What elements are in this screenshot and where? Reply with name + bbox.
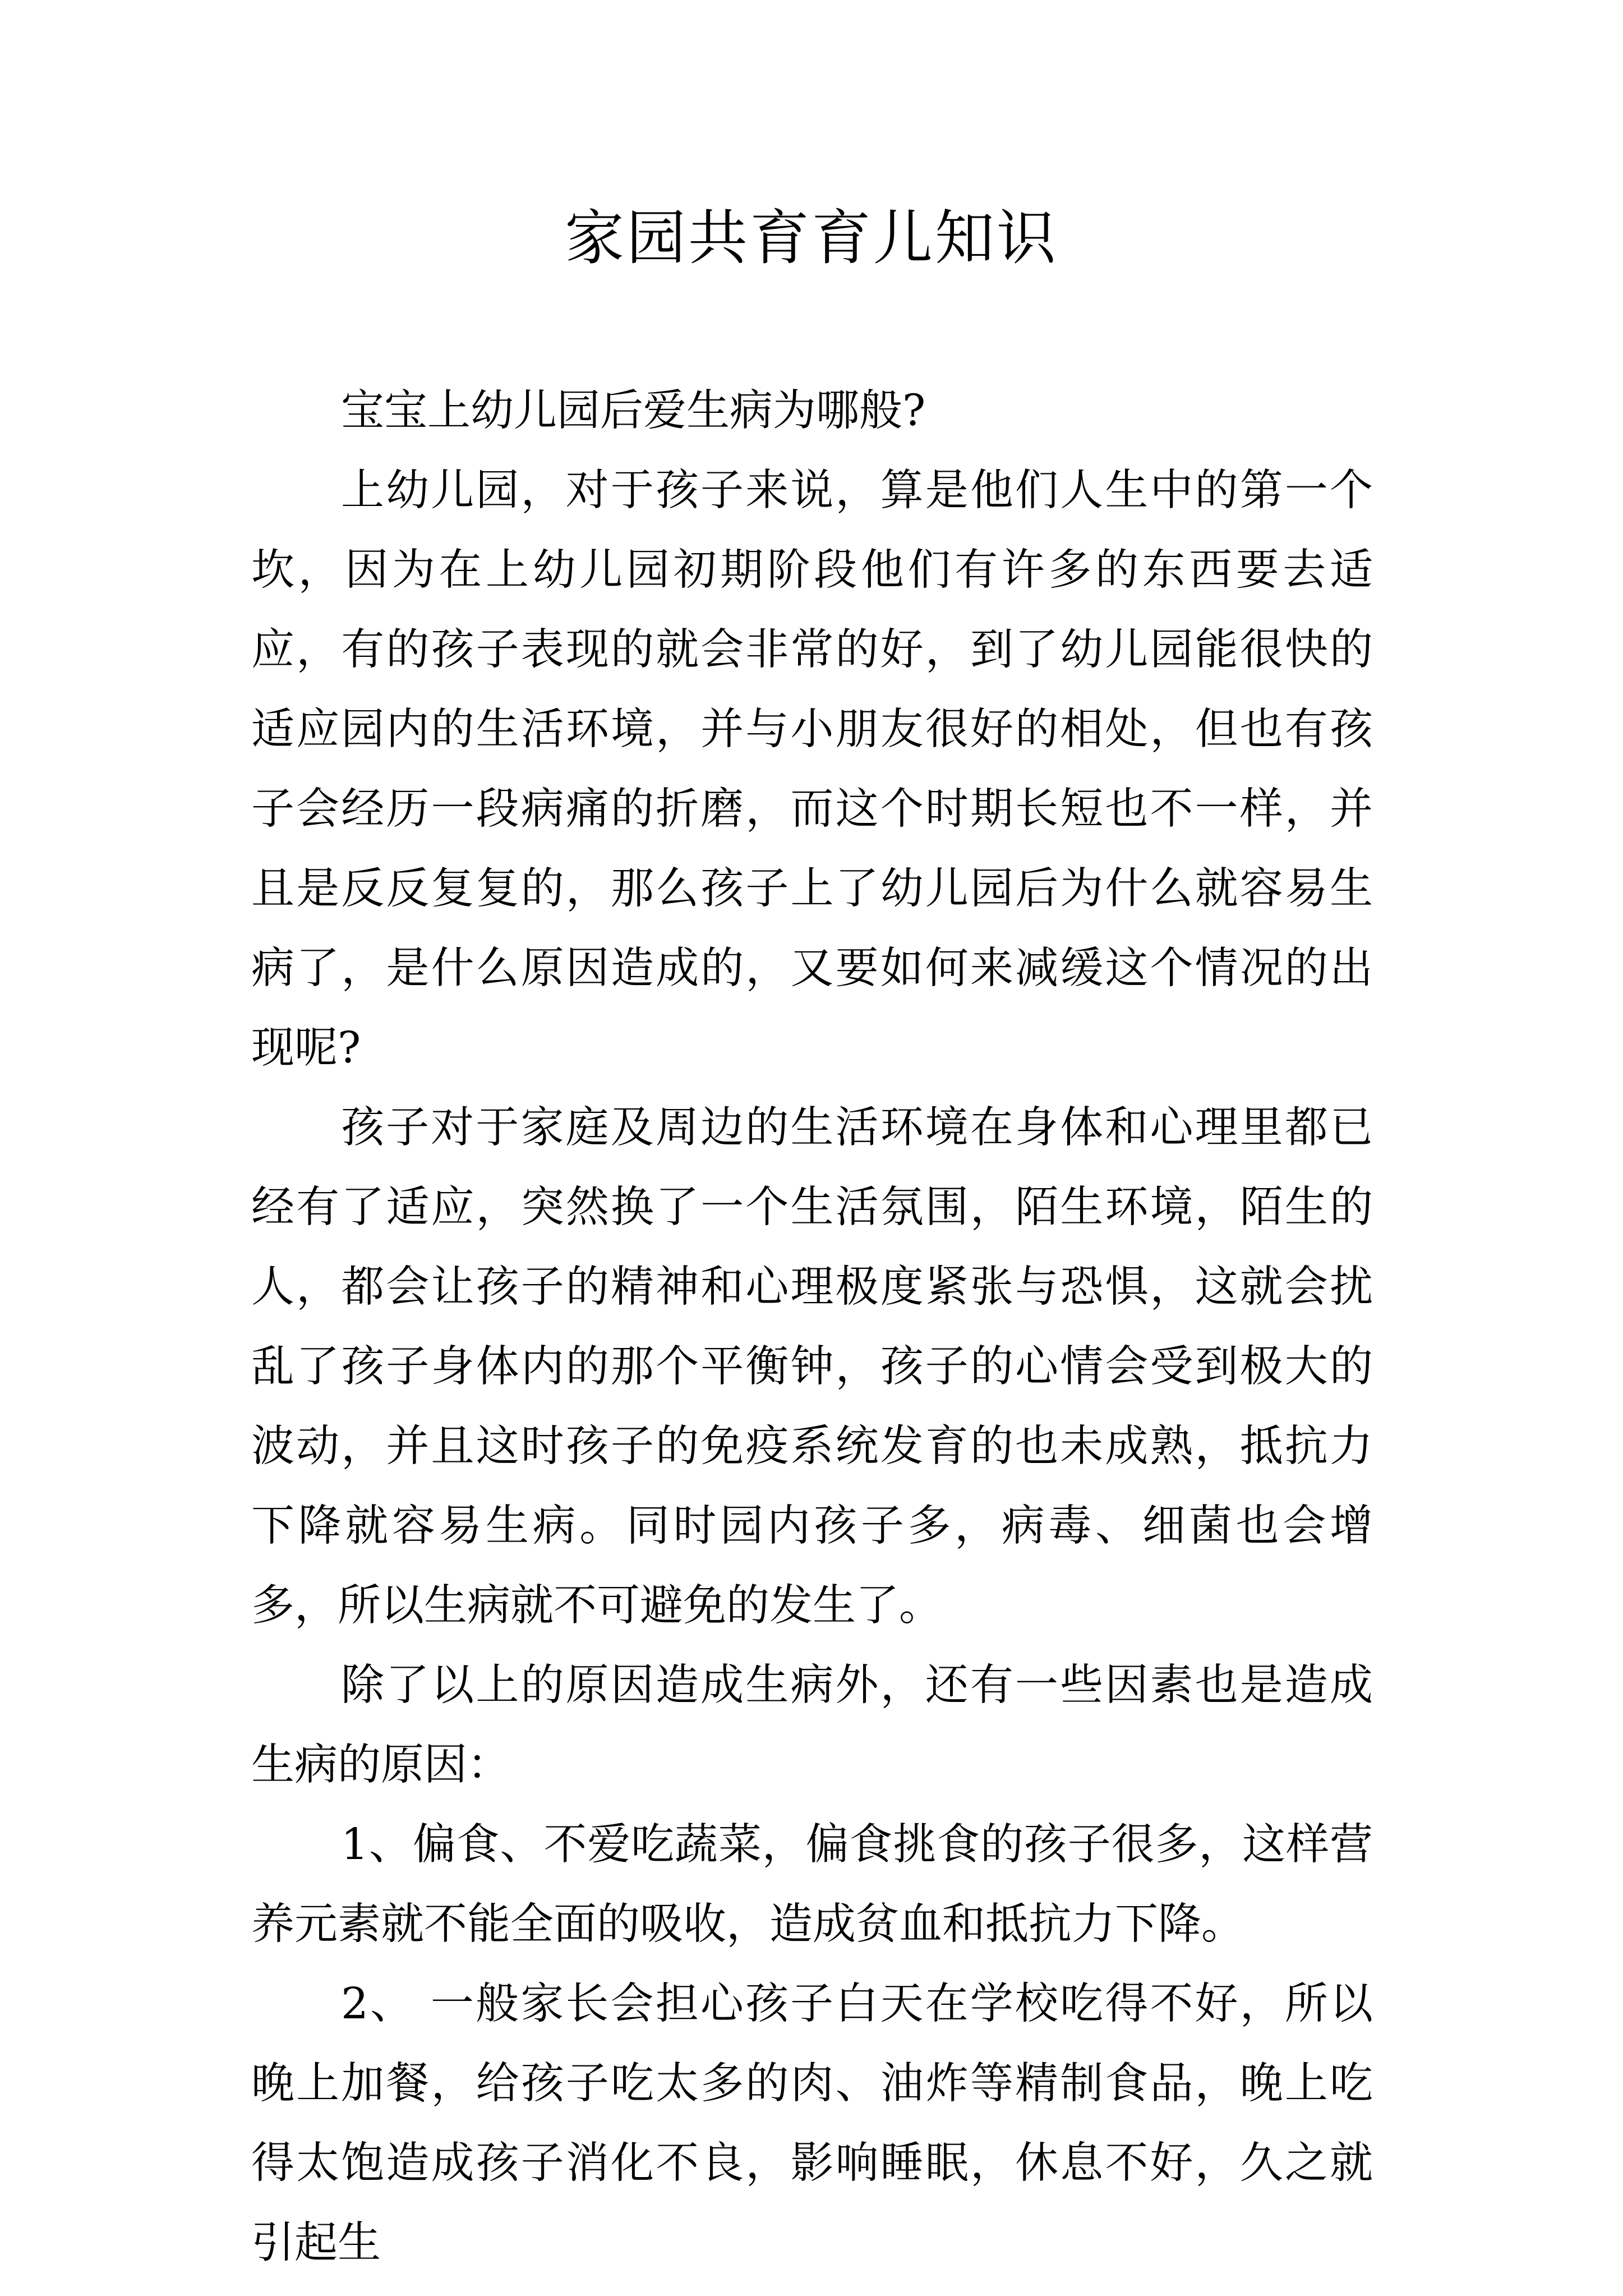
- paragraph-intro: 上幼儿园，对于孩子来说，算是他们人生中的第一个坎，因为在上幼儿园初期阶段他们有许多的东西要去适应，有的孩子表现的就会非常的好，到了幼儿园能很快的适应园内的生活环境，并与小朋友很好的相处，但也有孩子会经历一段病痛的折磨，而这个时期长短也不一样，并且是反反复复的，那么孩子上了幼儿园后为什么就容易生病了，是什么原因造成的，又要如何来减缓这个情况的出现呢?: [251, 466, 1373, 1073]
- paragraph-cause: 孩子对于家庭及周边的生活环境在身体和心理里都已经有了适应，突然换了一个生活氛围，陌生环境，陌生的人，都会让孩子的精神和心理极度紧张与恐惧，这就会扰乱了孩子身体内的那个平衡钟，孩子的心情会受到极大的波动，并且这时孩子的免疫系统发育的也未成熟，抵抗力下降就容易生病。同时园内孩子多，病毒、细菌也会增多，所以生病就不可避免的发生了。: [251, 1103, 1373, 1631]
- paragraph-item-1: 1、偏食、不爱吃蔬菜，偏食挑食的孩子很多，这样营养元素就不能全面的吸收，造成贫血和抵抗力下降。: [251, 1820, 1373, 1949]
- document-title: 家园共育育儿知识: [565, 204, 1058, 273]
- paragraph-other-causes: 除了以上的原因造成生病外，还有一些因素也是造成生病的原因：: [251, 1660, 1373, 1790]
- document-body: [251, 371, 1373, 2283]
- paragraph-question: 宝宝上幼儿园后爱生病为哪般?: [341, 386, 926, 436]
- paragraph-item-2: 2、 一般家长会担心孩子白天在学校吃得不好，所以晚上加餐，给孩子吃太多的肉、油炸等精制食品，晚上吃得太饱造成孩子消化不良，影响睡眠，休息不好，久之就引起生: [251, 1979, 1373, 2268]
